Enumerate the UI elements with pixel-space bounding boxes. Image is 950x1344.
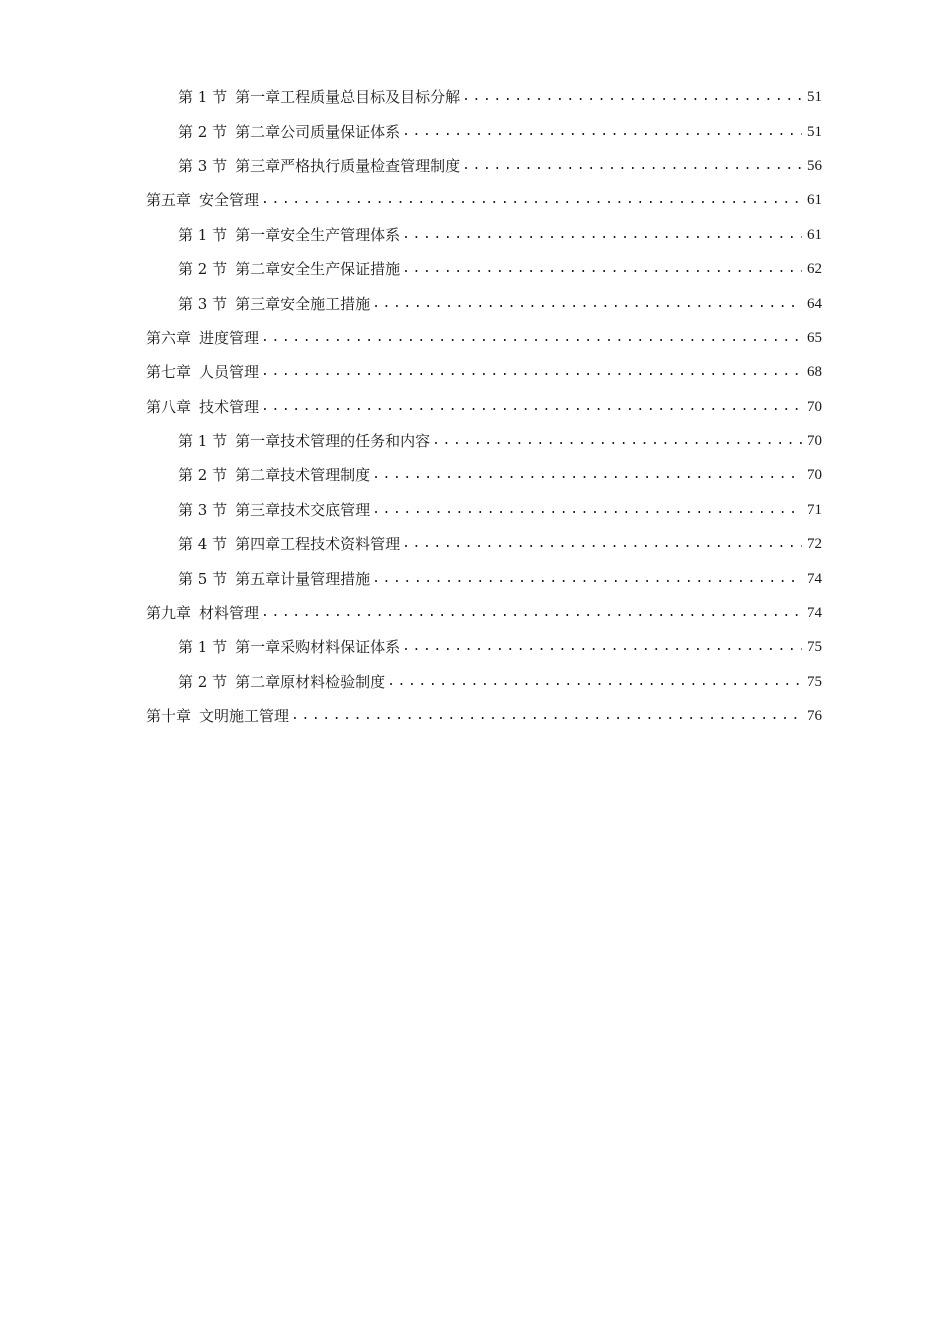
toc-chapter-entry[interactable] (146, 596, 822, 630)
toc-entry-number: 第七章 (146, 363, 192, 382)
toc-dot-leader (372, 500, 802, 520)
toc-entry-number: 第 3 节 (178, 294, 228, 313)
toc-page-number: 64 (807, 295, 822, 312)
toc-dot-leader (402, 534, 802, 554)
toc-dot-leader (402, 122, 802, 142)
toc-entry-title: 第五章计量管理措施 (235, 569, 371, 588)
toc-page-number: 61 (807, 226, 822, 243)
toc-dot-leader (462, 87, 802, 107)
toc-entry-title: 第二章安全生产保证措施 (235, 260, 401, 279)
toc-dot-leader (261, 328, 802, 348)
toc-page-number: 51 (807, 123, 822, 140)
toc-page-number: 75 (807, 673, 822, 690)
toc-entry-number: 第 3 节 (178, 500, 228, 519)
toc-entry-title: 人员管理 (199, 363, 260, 382)
toc-chapter-entry[interactable] (146, 390, 822, 424)
toc-dot-leader (387, 672, 802, 692)
toc-chapter-entry[interactable] (146, 183, 822, 217)
toc-entry-number: 第 2 节 (178, 122, 228, 141)
toc-entry-number: 第 3 节 (178, 156, 228, 175)
toc-section-entry[interactable] (146, 252, 822, 286)
toc-section-entry[interactable] (146, 114, 822, 148)
toc-entry-title: 第一章安全生产管理体系 (235, 225, 401, 244)
toc-entry-title: 第一章采购材料保证体系 (235, 638, 401, 657)
toc-dot-leader (432, 431, 802, 451)
toc-dot-leader (261, 190, 802, 210)
toc-entry-number: 第 1 节 (178, 88, 228, 107)
toc-entry-title: 第三章安全施工措施 (235, 294, 371, 313)
toc-chapter-entry[interactable] (146, 699, 822, 733)
toc-page-number: 76 (807, 708, 822, 725)
toc-page-number: 68 (807, 364, 822, 381)
toc-dot-leader (402, 259, 802, 279)
toc-entry-number: 第 4 节 (178, 535, 228, 554)
toc-dot-leader (462, 156, 802, 176)
toc-dot-leader (372, 294, 802, 314)
toc-section-entry[interactable] (146, 80, 822, 114)
toc-section-entry[interactable] (146, 458, 822, 492)
toc-dot-leader (402, 637, 802, 657)
toc-entry-title: 安全管理 (199, 191, 260, 210)
toc-dot-leader (402, 225, 802, 245)
toc-page-number: 74 (807, 605, 822, 622)
toc-entry-title: 第一章技术管理的任务和内容 (235, 432, 431, 451)
toc-entry-number: 第 1 节 (178, 638, 228, 657)
toc-entry-number: 第 2 节 (178, 672, 228, 691)
toc-entry-title: 第四章工程技术资料管理 (235, 535, 401, 554)
toc-page-number: 74 (807, 570, 822, 587)
toc-entry-title: 第二章原材料检验制度 (235, 672, 386, 691)
toc-page-number: 72 (807, 536, 822, 553)
toc-chapter-entry[interactable] (146, 355, 822, 389)
toc-dot-leader (261, 603, 802, 623)
toc-entry-number: 第六章 (146, 328, 192, 347)
toc-page-number: 75 (807, 639, 822, 656)
toc-section-entry[interactable] (146, 630, 822, 664)
toc-section-entry[interactable] (146, 527, 822, 561)
toc-entry-number: 第九章 (146, 604, 192, 623)
toc-entry-title: 进度管理 (199, 328, 260, 347)
toc-page-number: 65 (807, 329, 822, 346)
toc-entry-title: 第二章技术管理制度 (235, 466, 371, 485)
toc-section-entry[interactable] (146, 561, 822, 595)
toc-section-entry[interactable] (146, 493, 822, 527)
toc-section-entry[interactable] (146, 665, 822, 699)
toc-section-entry[interactable] (146, 149, 822, 183)
toc-page-number: 51 (807, 89, 822, 106)
toc-section-entry[interactable] (146, 286, 822, 320)
toc-entry-number: 第 5 节 (178, 569, 228, 588)
toc-page-number: 70 (807, 433, 822, 450)
toc-entry-number: 第 2 节 (178, 260, 228, 279)
toc-entry-number: 第 1 节 (178, 432, 228, 451)
toc-entry-title: 第一章工程质量总目标及目标分解 (235, 88, 461, 107)
toc-entry-number: 第 1 节 (178, 225, 228, 244)
toc-dot-leader (372, 569, 802, 589)
toc-entry-title: 材料管理 (199, 604, 260, 623)
toc-entry-title: 第三章严格执行质量检查管理制度 (235, 156, 461, 175)
toc-entry-number: 第五章 (146, 191, 192, 210)
toc-section-entry[interactable] (146, 218, 822, 252)
toc-page-number: 61 (807, 192, 822, 209)
toc-entry-title: 第二章公司质量保证体系 (235, 122, 401, 141)
toc-entry-number: 第十章 (146, 707, 192, 726)
toc-entry-number: 第 2 节 (178, 466, 228, 485)
toc-entry-number: 第八章 (146, 397, 192, 416)
toc-chapter-entry[interactable] (146, 321, 822, 355)
toc-entry-title: 文明施工管理 (199, 707, 290, 726)
toc-entry-title: 第三章技术交底管理 (235, 500, 371, 519)
toc-page-number: 70 (807, 398, 822, 415)
toc-dot-leader (372, 465, 802, 485)
toc-page-number: 71 (807, 501, 822, 518)
toc-dot-leader (291, 706, 802, 726)
toc-entry-title: 技术管理 (199, 397, 260, 416)
toc-page-number: 70 (807, 467, 822, 484)
table-of-contents (146, 80, 822, 733)
toc-section-entry[interactable] (146, 424, 822, 458)
toc-dot-leader (261, 397, 802, 417)
toc-page-number: 62 (807, 261, 822, 278)
toc-dot-leader (261, 362, 802, 382)
toc-page-number: 56 (807, 157, 822, 174)
